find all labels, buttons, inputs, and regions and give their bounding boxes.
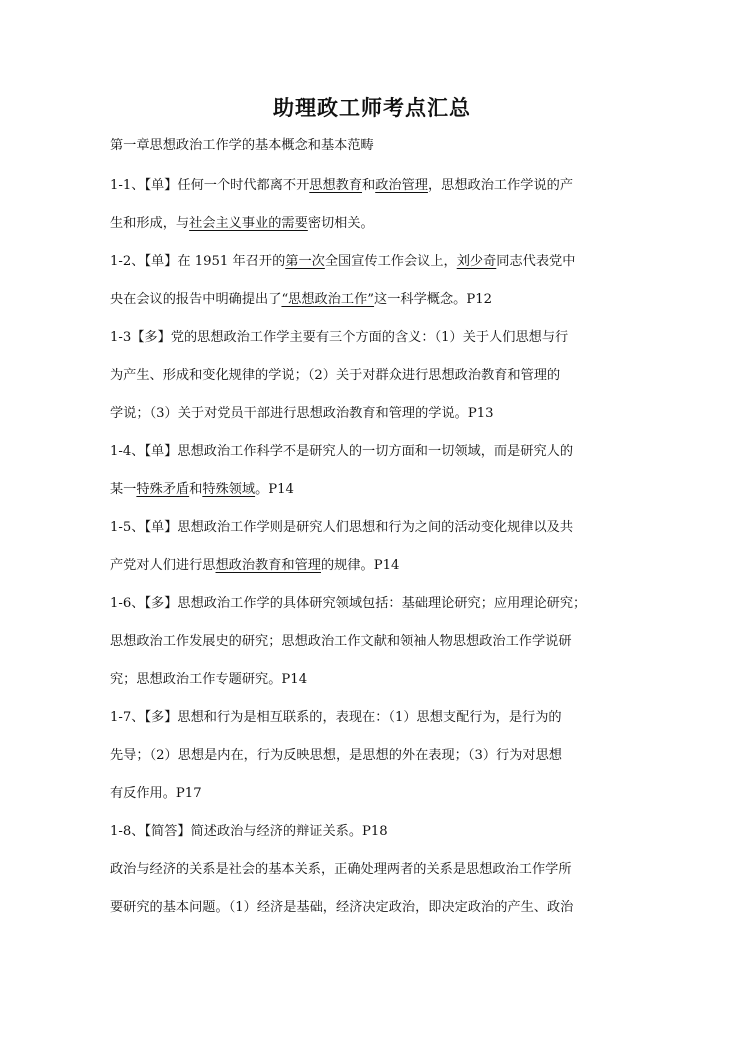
underlined-term: 社会主义事业的需要	[189, 216, 308, 231]
item-1-7-line-3: 有反作用。P17	[110, 786, 202, 801]
underlined-term: 思想教育	[309, 178, 363, 193]
item-1-5-line-1: 1-5、【单】思想政治工作学则是研究人们思想和行为之间的活动变化规律以及共	[110, 520, 574, 535]
text-run: 的规律。P14	[321, 558, 400, 573]
item-1-7-line-1: 1-7、【多】思想和行为是相互联系的，表现在：（1）思想支配行为，是行为的	[110, 710, 562, 725]
item-1-8-line-1: 1-8、【简答】简述政治与经济的辩证关系。P18	[110, 824, 388, 839]
item-1-1-line-1	[110, 175, 638, 213]
item-1-7-line-2: 先导；（2）思想是内在，行为反映思想，是思想的外在表现；（3）行为对思想	[110, 748, 562, 763]
text-run: 央在会议的报告中明确提出了	[110, 292, 282, 307]
text-run: 产党对人们进行思	[110, 558, 216, 573]
underlined-term: 刘少奇	[456, 254, 497, 269]
underlined-term: 特殊领域	[202, 482, 256, 497]
item-1-4-line-1: 1-4、【单】思想政治工作科学不是研究人的一切方面和一切领域，而是研究人的	[110, 444, 574, 459]
text-run: 1-2、【单】在 1951 年召开的	[110, 254, 286, 269]
item-1-6-line-2: 思想政治工作发展史的研究；思想政治工作文献和领袖人物思想政治工作学说研	[110, 634, 572, 649]
underlined-term: 想政治教育和管理	[215, 558, 321, 573]
chapter-heading: 第一章思想政治工作学的基本概念和基本范畴	[110, 138, 374, 153]
text-run: 。P14	[255, 482, 294, 497]
text-run: ，思想政治工作学说的产	[427, 178, 574, 193]
item-1-3-line-2: 为产生、形成和变化规律的学说；（2）关于对群众进行思想政治教育和管理的	[110, 368, 561, 383]
item-1-2-line-2	[110, 289, 638, 327]
item-1-1-line-2	[110, 213, 638, 251]
text-run: 和	[189, 482, 203, 497]
item-1-5-line-2	[110, 555, 638, 593]
text-run: 1-1、【单】任何一个时代都离不开	[110, 178, 310, 193]
underlined-term: 政治管理	[375, 178, 428, 193]
underlined-term: 特殊矛盾	[136, 482, 190, 497]
item-1-4-line-2	[110, 479, 638, 517]
text-run: 和	[362, 178, 376, 193]
text-run: 某一	[110, 482, 137, 497]
underlined-term: 第一次	[285, 254, 325, 269]
document-title: 助理政工师考点汇总	[273, 95, 471, 120]
item-1-2-line-1	[110, 251, 638, 289]
answer-line-1: 政治与经济的关系是社会的基本关系，正确处理两者的关系是思想政治工作学所	[110, 862, 572, 877]
item-1-6-line-3: 究；思想政治工作专题研究。P14	[110, 672, 308, 687]
answer-line-2: 要研究的基本问题。（1）经济是基础，经济决定政治，即决定政治的产生、政治	[110, 900, 574, 915]
item-1-3-line-1: 1-3【多】党的思想政治工作学主要有三个方面的含义：（1）关于人们思想与行	[110, 330, 569, 345]
text-run: 全国宣传工作会议上，	[324, 254, 457, 269]
item-1-6-line-1: 1-6、【多】思想政治工作学的具体研究领域包括：基础理论研究；应用理论研究；	[110, 596, 587, 611]
text-run: 密切相关。	[307, 216, 374, 231]
text-run: 生和形成，与	[110, 216, 190, 231]
item-1-3-line-3: 学说；（3）关于对党员干部进行思想政治教育和管理的学说。P13	[110, 406, 494, 421]
text-run: 这一科学概念。P12	[374, 292, 493, 307]
underlined-term: “思想政治工作”	[281, 292, 375, 307]
text-run: 同志代表党中	[496, 254, 576, 269]
document-body	[110, 135, 638, 935]
